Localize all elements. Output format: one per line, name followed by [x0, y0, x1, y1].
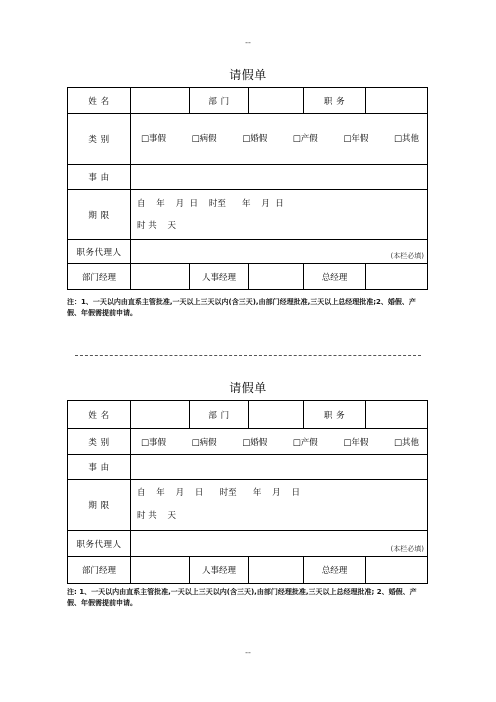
row-approval	[68, 557, 428, 584]
hr-manager-label: 人事经理	[190, 557, 249, 584]
period-field[interactable]	[131, 480, 428, 531]
reason-field[interactable]	[131, 165, 428, 190]
period-total-days: 时 共 天	[137, 220, 177, 231]
dept-manager-sign[interactable]	[131, 557, 190, 584]
position-field[interactable]	[366, 401, 428, 429]
reason-field[interactable]	[131, 455, 428, 480]
form-note: 注：1、一天以内由直系主管批准,一天以上三天以内(含三天),由部门经理批准,三天以上总经理批准;2、婚假、产假、年假需提前申请。	[67, 298, 416, 317]
type-options	[131, 429, 428, 455]
option-marriage-leave[interactable]: □婚假	[242, 437, 268, 448]
period-label: 期 限	[68, 480, 131, 531]
option-sick-leave[interactable]: □病假	[191, 437, 217, 448]
hr-manager-label: 人事经理	[190, 264, 249, 290]
agent-required-note: (本栏必填)	[390, 545, 424, 553]
agent-label: 职务代理人	[68, 240, 131, 264]
dept-manager-sign[interactable]	[131, 264, 190, 290]
reason-label: 事 由	[68, 455, 131, 480]
option-maternity-leave[interactable]: □产假	[292, 134, 318, 144]
type-options	[131, 114, 428, 165]
type-label: 类 别	[68, 114, 131, 165]
page-footer-mark: --	[245, 648, 251, 657]
option-maternity-leave[interactable]: □产假	[292, 437, 318, 448]
department-field[interactable]	[249, 401, 304, 429]
name-field[interactable]	[131, 88, 190, 114]
option-other[interactable]: □其他	[393, 437, 419, 448]
hr-manager-sign[interactable]	[249, 264, 304, 290]
general-manager-label: 总经理	[304, 264, 366, 290]
row-leave-type	[68, 114, 428, 165]
row-reason	[68, 165, 428, 190]
agent-label: 职务代理人	[68, 531, 131, 557]
period-label: 期 限	[68, 190, 131, 240]
option-personal-leave[interactable]: □事假	[141, 437, 167, 448]
general-manager-label: 总经理	[304, 557, 366, 584]
page-header-mark: --	[245, 38, 251, 47]
row-basic-info	[68, 401, 428, 429]
option-sick-leave[interactable]: □病假	[191, 134, 217, 144]
name-field[interactable]	[131, 401, 190, 429]
cut-line-divider	[75, 355, 421, 356]
hr-manager-sign[interactable]	[249, 557, 304, 584]
position-label: 职 务	[304, 88, 366, 114]
type-label: 类 别	[68, 429, 131, 455]
period-field[interactable]	[131, 190, 428, 240]
option-marriage-leave[interactable]: □婚假	[242, 134, 268, 144]
dept-manager-label: 部门经理	[68, 557, 131, 584]
row-agent	[68, 531, 428, 557]
row-period	[68, 190, 428, 240]
general-manager-sign[interactable]	[366, 557, 428, 584]
leave-form-table	[67, 87, 428, 290]
option-other[interactable]: □其他	[393, 134, 419, 144]
dept-manager-label: 部门经理	[68, 264, 131, 290]
name-label: 姓 名	[68, 88, 131, 114]
agent-required-note: (本栏必填)	[390, 252, 424, 260]
period-start-end: 自 年 月 日 时至 年 月 日	[137, 488, 300, 498]
option-personal-leave[interactable]: □事假	[141, 134, 167, 144]
period-total-days: 时 共 天	[137, 511, 177, 521]
option-annual-leave[interactable]: □年假	[343, 437, 369, 448]
reason-label: 事 由	[68, 165, 131, 190]
leave-form-table	[67, 400, 428, 584]
row-basic-info	[68, 88, 428, 114]
row-leave-type	[68, 429, 428, 455]
form-title: 请假单	[229, 68, 267, 82]
row-period	[68, 480, 428, 531]
row-approval	[68, 264, 428, 290]
row-reason	[68, 455, 428, 480]
form-note: 注: 1、一天以内由直系主管批准,一天以上三天以内(含三天),由部门经理批准,三天以上总经理批准; 2、婚假、产假、年假需提前申请。	[67, 588, 417, 607]
position-field[interactable]	[366, 88, 428, 114]
form-title: 请假单	[229, 381, 267, 395]
row-agent	[68, 240, 428, 264]
department-label: 部 门	[190, 88, 249, 114]
option-annual-leave[interactable]: □年假	[343, 134, 369, 144]
department-label: 部 门	[190, 401, 249, 429]
agent-field[interactable]	[131, 240, 428, 264]
department-field[interactable]	[249, 88, 304, 114]
agent-field[interactable]	[131, 531, 428, 557]
name-label: 姓 名	[68, 401, 131, 429]
period-start-end: 自 年 月 日 时至 年 月 日	[137, 198, 284, 209]
general-manager-sign[interactable]	[366, 264, 428, 290]
position-label: 职 务	[304, 401, 366, 429]
